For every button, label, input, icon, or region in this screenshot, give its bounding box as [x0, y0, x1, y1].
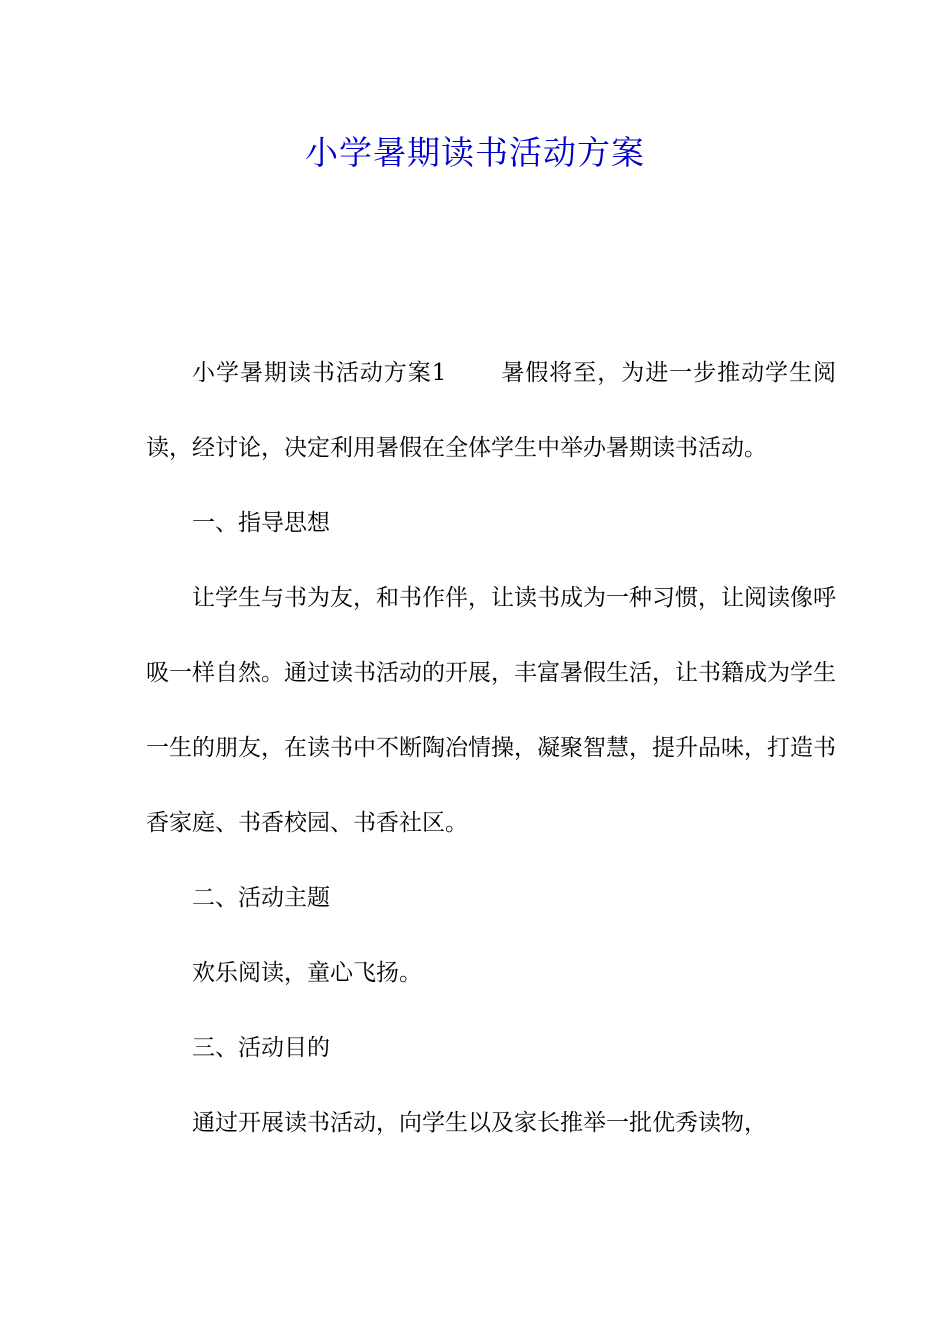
intro-heading: 小学暑期读书活动方案1 — [192, 360, 447, 386]
section-body-guiding-thought: 让学生与书为友，和书作伴，让读书成为一种习惯，让阅读像呼吸一样自然。通过读书活动的开展，丰富暑假生活，让书籍成为学生一生的朋友，在读书中不断陶冶情操，凝聚智慧，提升品味，打造书香家庭、书香校园、书香社区。 — [146, 585, 836, 836]
document-title: 小学暑期读书活动方案 — [305, 133, 645, 172]
section-body-activity-purpose: 通过开展读书活动，向学生以及家长推举一批优秀读物， — [192, 1110, 767, 1136]
intro-text: 暑假将至，为进一步推动学生阅读，经讨论，决定利用暑假在全体学生中举办暑期读书活动。 — [146, 360, 837, 461]
section-heading-guiding-thought: 一、指导思想 — [192, 510, 330, 536]
section-body-activity-theme: 欢乐阅读，童心飞扬。 — [192, 960, 422, 986]
section-heading-activity-theme: 二、活动主题 — [192, 885, 330, 911]
document-body — [146, 336, 836, 1161]
intro-paragraph — [146, 336, 836, 486]
section-heading-activity-purpose: 三、活动目的 — [192, 1035, 330, 1061]
